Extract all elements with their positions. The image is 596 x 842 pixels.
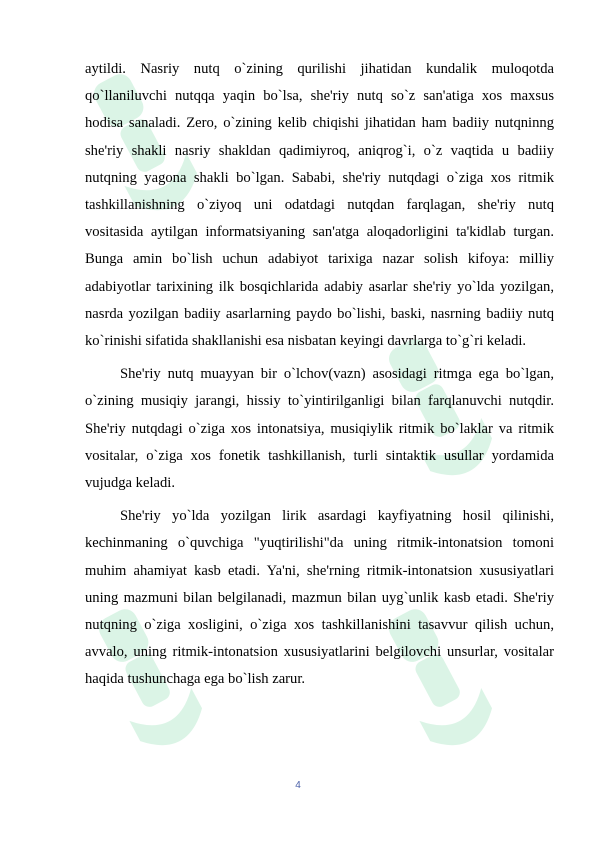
paragraph: She'riy yo`lda yozilgan lirik asardagi kayfiyatning hosil qilinishi, kechinmaning o`quvchiga "yuqtirilishi"da uning ritmik-intonatsion tomoni muhim ahamiyat kasb etadi. Ya'ni, she'rning ritmik-intonatsion xususiyatlari uning mazmuni bilan belgilanadi, mazmun bilan uyg`unlik kasb etadi. She'riy nutqning o`ziga xosligini, o`ziga xos tashkillanishini tasavvur qilish uchun, avvalo, uning ritmik-intonatsion xususiyatlarini belgilovchi unsurlar, vositalar haqida tushunchaga ega bo`lish zarur. — [85, 508, 554, 688]
paragraph: aytildi. Nasriy nutq o`zining qurilishi jihatidan kundalik muloqotda qo`llaniluvchi nutqqa yaqin bo`lsa, she'riy nutq so`z san'atiga xos maxsus hodisa sanaladi. Zero, o`zining kelib chiqishi jihatidan ham badiiy nutqninng she'riy shakli nasriy shakldan qadimiyroq, aniqrog`i, o`z vaqtida u badiiy nutqning yagona shakli bo`lgan. Sababi, she'riy nutqdagi o`ziga xos ritmik tashkillanishning o`ziyoq uni odatdagi nutqdan farqlagan, she'riy nutq vositasida aytilgan informatsiyaning san'atga aloqadorligini ta'kidlab turgan. Bunga amin bo`lish uchun adabiyot tarixiga nazar solish kifoya: milliy adabiyotlar tarixining ilk bosqichlarida adabiy asarlar she'riy yo`lda yozilgan, nasrda yozilgan badiiy asarlarning paydo bo`lishi, baski, nasrning badiiy nutq ko`rinishi sifatida shakllanishi esa nisbatan keyingi davrlarga to`g`ri keladi. — [85, 61, 554, 350]
paragraph: She'riy nutq muayyan bir o`lchov(vazn) asosidagi ritmga ega bo`lgan, o`zining musiqiy jarangi, hissiy to`yintirilganligi bilan farqlanuvchi nutqdir. She'riy nutqdagi o`ziga xos intonatsiya, musiqiylik ritmik bo`laklar va ritmik vositalar, o`ziga xos fonetik tashkillanish, turli sintaktik usullar yordamida vujudga keladi. — [85, 366, 554, 492]
page-number: 4 — [295, 780, 301, 791]
document-body — [85, 56, 554, 700]
